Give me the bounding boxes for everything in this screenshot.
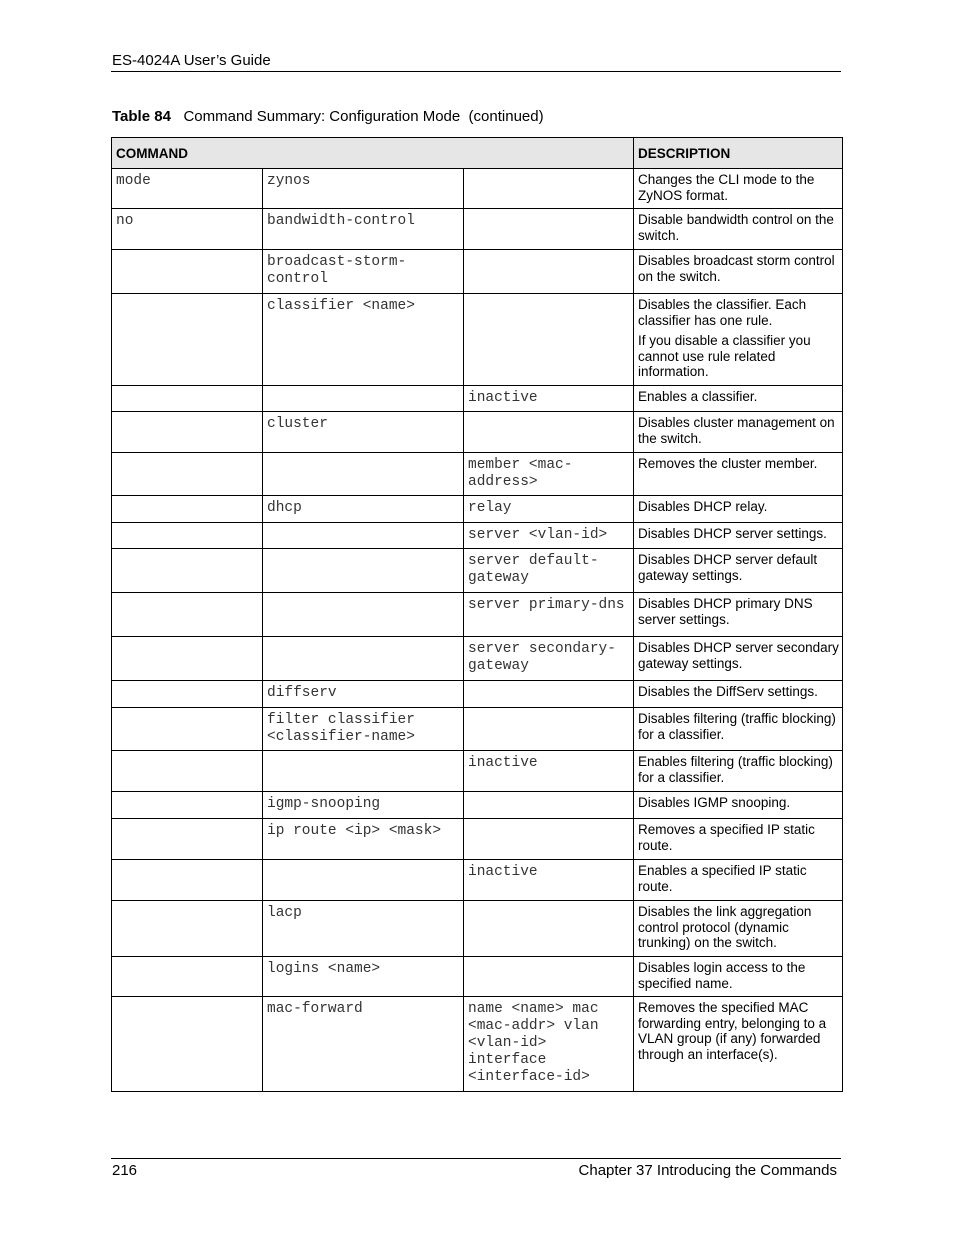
command-cell-2	[263, 250, 464, 294]
command-cell-1	[112, 957, 263, 997]
command-text: classifier <name>	[267, 298, 415, 314]
command-cell-1	[112, 386, 263, 412]
description-cell	[634, 209, 843, 250]
command-text: mode	[116, 173, 151, 189]
header-divider	[111, 71, 841, 72]
description-cell	[634, 637, 843, 681]
description-text: Removes the specified MAC forwarding entry, belonging to a VLAN group (if any) forwarded through an interface(s).	[638, 1000, 827, 1062]
command-text	[112, 751, 262, 759]
description-cell	[634, 792, 843, 819]
command-text	[112, 523, 262, 531]
command-cell-3	[464, 708, 634, 751]
table-row	[112, 453, 843, 496]
description-cell	[634, 681, 843, 708]
command-cell-2	[263, 792, 464, 819]
command-cell-1	[112, 523, 263, 549]
command-text: igmp-snooping	[267, 796, 381, 812]
description-text: Disables IGMP snooping.	[638, 795, 791, 810]
command-cell-3	[464, 386, 634, 412]
table-row	[112, 708, 843, 751]
description-cell	[634, 708, 843, 751]
table-caption	[112, 108, 544, 125]
command-text: server default-gateway	[468, 553, 599, 586]
command-text: no	[116, 213, 134, 229]
description-cell	[634, 294, 843, 386]
command-text	[112, 453, 262, 461]
command-cell-2	[263, 957, 464, 997]
command-cell-3	[464, 209, 634, 250]
command-cell-3	[464, 453, 634, 496]
table-row	[112, 792, 843, 819]
command-cell-2	[263, 819, 464, 860]
table-row	[112, 412, 843, 453]
description-cell	[634, 593, 843, 637]
command-text: broadcast-storm-control	[267, 254, 407, 287]
command-text: ip route <ip> <mask>	[267, 823, 442, 839]
command-cell-2	[263, 412, 464, 453]
command-text	[112, 860, 262, 868]
command-text: server secondary-gateway	[468, 641, 616, 674]
command-text: lacp	[267, 905, 302, 921]
command-cell-2	[263, 708, 464, 751]
command-text	[112, 294, 262, 302]
description-text: Disables DHCP server settings.	[638, 526, 827, 541]
command-cell-1	[112, 412, 263, 453]
command-cell-3	[464, 957, 634, 997]
description-cell	[634, 412, 843, 453]
table-row	[112, 681, 843, 708]
table-row	[112, 819, 843, 860]
command-cell-1	[112, 549, 263, 593]
description-cell	[634, 997, 843, 1092]
description-text: Enables a classifier.	[638, 389, 758, 404]
command-cell-2	[263, 860, 464, 901]
command-cell-1	[112, 860, 263, 901]
description-text: Removes the cluster member.	[638, 456, 818, 471]
table-row	[112, 957, 843, 997]
description-cell	[634, 860, 843, 901]
command-text	[263, 637, 463, 645]
command-cell-2	[263, 593, 464, 637]
command-text	[112, 901, 262, 909]
description-text: If you disable a classifier you cannot use rule related information.	[638, 333, 811, 379]
footer-divider	[111, 1158, 841, 1159]
command-text	[263, 523, 463, 531]
table-row	[112, 169, 843, 209]
command-text	[464, 708, 633, 716]
command-text	[112, 819, 262, 827]
command-cell-3	[464, 997, 634, 1092]
command-cell-1	[112, 819, 263, 860]
command-cell-1	[112, 792, 263, 819]
command-text: relay	[468, 500, 512, 516]
table-caption-text: Command Summary: Configuration Mode (continued)	[183, 108, 544, 125]
table-caption-label: Table 84	[112, 108, 171, 125]
command-cell-2	[263, 549, 464, 593]
command-cell-2	[263, 637, 464, 681]
command-text	[263, 860, 463, 868]
command-text: filter classifier <classifier-name>	[267, 712, 424, 745]
command-cell-1	[112, 209, 263, 250]
page-number: 216	[112, 1162, 138, 1179]
table-row	[112, 250, 843, 294]
command-cell-3	[464, 819, 634, 860]
command-cell-1	[112, 997, 263, 1092]
command-text: inactive	[468, 755, 538, 771]
command-text	[112, 412, 262, 420]
description-text: Disables filtering (traffic blocking) for a classifier.	[638, 711, 836, 742]
command-cell-3	[464, 523, 634, 549]
command-text	[112, 681, 262, 689]
description-text: Disables DHCP relay.	[638, 499, 768, 514]
command-text	[464, 819, 633, 827]
description-cell	[634, 549, 843, 593]
document-header-title: ES-4024A User’s Guide	[112, 52, 271, 69]
description-text: Removes a specified IP static route.	[638, 822, 815, 853]
command-text: logins <name>	[267, 961, 381, 977]
command-cell-3	[464, 681, 634, 708]
description-text: Disables broadcast storm control on the switch.	[638, 253, 835, 284]
command-cell-3	[464, 496, 634, 523]
description-text: Disables login access to the specified name.	[638, 960, 806, 991]
command-summary-table	[111, 137, 843, 1092]
description-text: Disables DHCP server secondary gateway settings.	[638, 640, 839, 671]
description-text: Disables cluster management on the switch.	[638, 415, 835, 446]
command-text: inactive	[468, 864, 538, 880]
description-cell	[634, 523, 843, 549]
table-row	[112, 997, 843, 1092]
header-description: DESCRIPTION	[634, 138, 843, 169]
command-text	[464, 681, 633, 689]
command-cell-1	[112, 593, 263, 637]
command-cell-2	[263, 681, 464, 708]
command-cell-1	[112, 751, 263, 792]
command-text: zynos	[267, 173, 311, 189]
command-text: dhcp	[267, 500, 302, 516]
command-cell-2	[263, 997, 464, 1092]
command-text: server <vlan-id>	[468, 527, 608, 543]
command-text: member <mac-address>	[468, 457, 573, 490]
command-text	[464, 294, 633, 302]
command-text	[464, 169, 633, 177]
command-cell-2	[263, 386, 464, 412]
description-cell	[634, 453, 843, 496]
table-row	[112, 294, 843, 386]
description-cell	[634, 169, 843, 209]
description-text: Disable bandwidth control on the switch.	[638, 212, 834, 243]
description-text: Disables DHCP server default gateway settings.	[638, 552, 818, 583]
command-text: name <name> mac <mac-addr> vlan <vlan-id> interface <interface-id>	[468, 1001, 608, 1085]
command-text: mac-forward	[267, 1001, 363, 1017]
description-text: Disables DHCP primary DNS server settings.	[638, 596, 813, 627]
command-text	[263, 386, 463, 394]
description-text: Enables a specified IP static route.	[638, 863, 807, 894]
description-text: Enables filtering (traffic blocking) for a classifier.	[638, 754, 833, 785]
command-cell-1	[112, 637, 263, 681]
chapter-title: Chapter 37 Introducing the Commands	[578, 1162, 837, 1179]
command-cell-2	[263, 209, 464, 250]
command-cell-3	[464, 792, 634, 819]
command-cell-1	[112, 901, 263, 957]
command-cell-3	[464, 860, 634, 901]
command-text	[112, 593, 262, 601]
command-text	[263, 593, 463, 601]
command-cell-1	[112, 250, 263, 294]
table-row	[112, 496, 843, 523]
command-cell-3	[464, 294, 634, 386]
command-cell-2	[263, 169, 464, 209]
command-text: server primary-dns	[468, 597, 625, 613]
command-cell-1	[112, 681, 263, 708]
table-row	[112, 386, 843, 412]
description-cell	[634, 901, 843, 957]
command-text	[464, 209, 633, 217]
table-row	[112, 523, 843, 549]
description-cell	[634, 957, 843, 997]
command-text	[464, 957, 633, 965]
description-text: Changes the CLI mode to the ZyNOS format.	[638, 172, 815, 203]
command-text	[464, 250, 633, 258]
description-cell	[634, 819, 843, 860]
command-cell-3	[464, 637, 634, 681]
command-text	[112, 792, 262, 800]
command-text	[263, 751, 463, 759]
table-row	[112, 209, 843, 250]
command-text	[112, 386, 262, 394]
table-body	[112, 169, 843, 1092]
command-cell-1	[112, 496, 263, 523]
table-header-row	[112, 138, 843, 169]
table-row	[112, 860, 843, 901]
description-text: Disables the link aggregation control protocol (dynamic trunking) on the switch.	[638, 904, 812, 950]
description-cell	[634, 496, 843, 523]
command-cell-3	[464, 901, 634, 957]
command-text	[464, 901, 633, 909]
description-cell	[634, 386, 843, 412]
command-cell-3	[464, 250, 634, 294]
table-row	[112, 901, 843, 957]
command-cell-1	[112, 169, 263, 209]
command-cell-1	[112, 294, 263, 386]
command-text: diffserv	[267, 685, 337, 701]
description-text: Disables the classifier. Each classifier has one rule.	[638, 297, 807, 328]
command-text	[112, 708, 262, 716]
command-text	[263, 453, 463, 461]
table-row	[112, 549, 843, 593]
command-text	[112, 549, 262, 557]
description-cell	[634, 250, 843, 294]
command-cell-3	[464, 169, 634, 209]
command-text	[112, 637, 262, 645]
header-command: COMMAND	[112, 138, 634, 169]
command-cell-3	[464, 751, 634, 792]
command-cell-3	[464, 593, 634, 637]
command-text: inactive	[468, 390, 538, 406]
command-text	[112, 496, 262, 504]
command-cell-2	[263, 751, 464, 792]
command-cell-2	[263, 901, 464, 957]
command-cell-3	[464, 549, 634, 593]
command-cell-1	[112, 453, 263, 496]
command-text	[263, 549, 463, 557]
command-cell-2	[263, 453, 464, 496]
command-text	[112, 957, 262, 965]
description-cell	[634, 751, 843, 792]
table-row	[112, 637, 843, 681]
command-text	[464, 792, 633, 800]
command-text: bandwidth-control	[267, 213, 415, 229]
command-text	[112, 250, 262, 258]
command-text	[464, 412, 633, 420]
command-text	[112, 997, 262, 1005]
command-text: cluster	[267, 416, 328, 432]
table-row	[112, 593, 843, 637]
command-cell-1	[112, 708, 263, 751]
command-cell-2	[263, 523, 464, 549]
table-row	[112, 751, 843, 792]
command-cell-3	[464, 412, 634, 453]
command-cell-2	[263, 496, 464, 523]
command-cell-2	[263, 294, 464, 386]
description-text: Disables the DiffServ settings.	[638, 684, 818, 699]
